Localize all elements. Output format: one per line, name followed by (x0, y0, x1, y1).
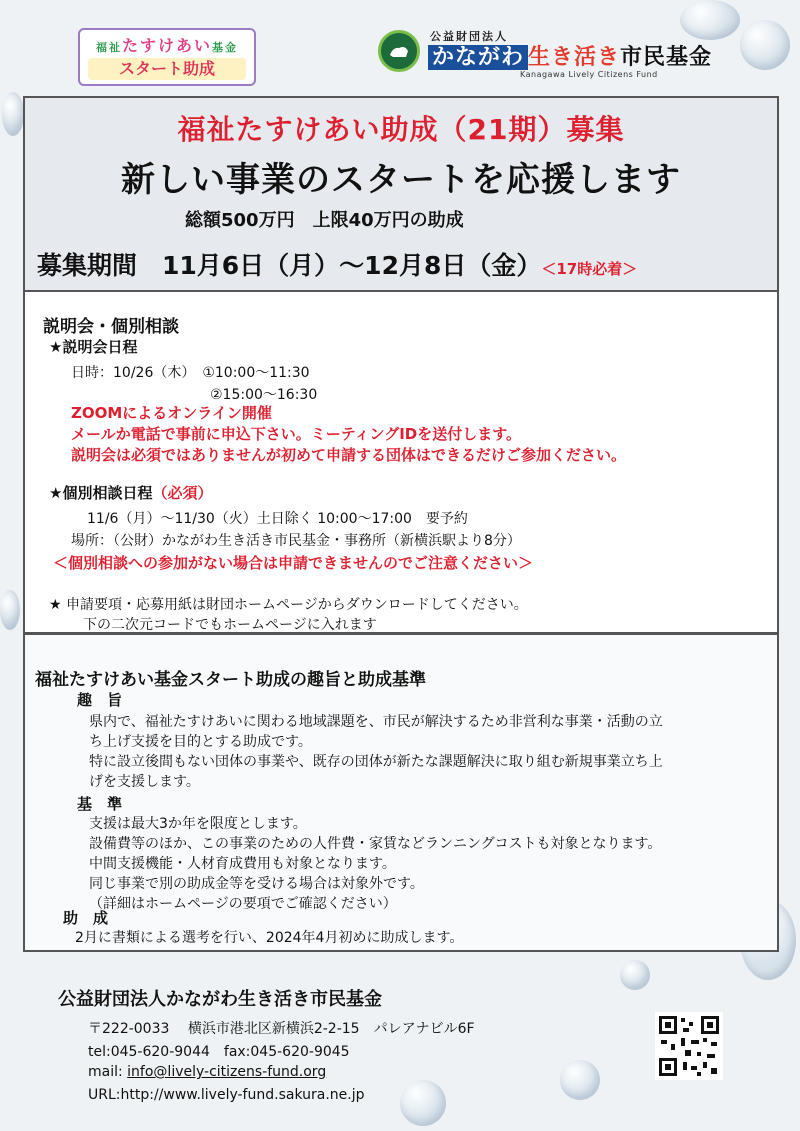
org-name-part: 生き活き (528, 45, 621, 70)
consultation-heading-text: ★個別相談日程 (49, 484, 153, 502)
footer-address: 〒222-0033 横浜市港北区新横浜2-2-15 パレアナビル6F (88, 1021, 475, 1037)
badge-bottom-text: スタート助成 (88, 58, 246, 80)
org-kicker: 公益財団法人 (430, 30, 508, 43)
briefing-section (23, 292, 779, 634)
application-period (37, 246, 637, 282)
period-deadline-note: ＜17時必着＞ (541, 260, 638, 278)
decorative-drop (400, 1080, 446, 1126)
org-english-name: Kanagawa Lively Citizens Fund (520, 70, 658, 79)
program-badge (78, 28, 256, 86)
footer-mail (88, 1064, 326, 1080)
purpose-text: げを支援します。 (89, 774, 200, 790)
title-block (23, 96, 779, 292)
grant-text: 2月に書類による選考を行い、2024年4月初めに助成します。 (75, 930, 464, 946)
decorative-drop (620, 960, 650, 990)
download-instruction: ★ 申請要項・応募用紙は財団ホームページからダウンロードしてください。 (49, 597, 528, 613)
badge-suffix: 基金 (212, 41, 238, 54)
consultation-place: 場所：（公財）かながわ生き活き市民基金・事務所（新横浜駅より8分） (71, 533, 521, 549)
criteria-text: 中間支援機能・人材育成費用も対象となります。 (89, 856, 396, 872)
badge-prefix: 福祉 (95, 41, 122, 54)
org-name-part: 市民基金 (620, 45, 713, 70)
criteria-text: （詳細はホームページの要項でご確認ください） (89, 896, 397, 912)
section-heading: 福祉たすけあい基金スタート助成の趣旨と助成基準 (35, 670, 426, 690)
consultation-warning: ＜個別相談への参加がない場合は申請できませんのでご注意ください＞ (53, 554, 534, 572)
qr-code-icon[interactable] (655, 1012, 723, 1080)
mail-link[interactable]: info@lively-citizens-fund.org (127, 1064, 327, 1080)
briefing-optional-notice: 説明会は必須ではありませんが初めて申請する団体はできるだけご参加ください。 (71, 446, 627, 464)
decorative-drop (0, 590, 20, 630)
apply-instruction: メールか電話で事前に申込下さい。ミーティングIDを送付します。 (71, 425, 522, 443)
footer-org-name: 公益財団法人かながわ生き活き市民基金 (58, 989, 382, 1010)
criteria-text: 同じ事業で別の助成金等を受ける場合は対象外です。 (89, 876, 424, 892)
decorative-drop (740, 20, 790, 70)
briefing-date: 日時：10/26（木） ①10:00～11:30 (71, 365, 310, 381)
qr-instruction: 下の二次元コードでもホームページに入れます (83, 617, 377, 633)
section-heading: 説明会・個別相談 (43, 317, 179, 337)
footer-url[interactable]: URL:http://www.lively-fund.sakura.ne.jp (88, 1087, 365, 1103)
decorative-drop (680, 0, 740, 40)
consultation-heading (49, 482, 212, 503)
grant-heading: 助 成 (63, 909, 109, 927)
purpose-criteria-section (23, 634, 779, 952)
briefing-schedule-heading: ★説明会日程 (49, 338, 138, 356)
decorative-drop (2, 92, 24, 136)
criteria-heading: 基 準 (77, 795, 123, 813)
purpose-heading: 趣 旨 (77, 691, 123, 709)
briefing-time-2: ②15:00～16:30 (210, 387, 318, 403)
criteria-text: 設備費等のほか、この事業のための人件費・家賃などランニングコストも対象となります。 (89, 836, 662, 852)
footer-tel-fax: tel:045-620-9044 fax:045-620-9045 (88, 1044, 350, 1060)
grant-amount: 総額500万円 上限40万円の助成 (185, 210, 464, 231)
mail-label: mail: (88, 1064, 128, 1080)
required-label: （必須） (152, 484, 213, 502)
online-notice: ZOOMによるオンライン開催 (71, 404, 272, 422)
badge-main: たすけあい (121, 36, 212, 55)
org-name-part: かながわ (428, 45, 528, 70)
badge-top-text (80, 33, 254, 56)
period-text: 募集期間 11月6日（月）～12月8日（金） (37, 251, 542, 280)
purpose-text: 県内で、福祉たすけあいに関わる地域課題を、市民が解決するため非営利な事業・活動の立 (89, 714, 663, 730)
criteria-text: 支援は最大3か年を限度とします。 (89, 816, 307, 832)
purpose-text: 特に設立後間もない団体の事業や、既存の団体が新たな課題解決に取り組む新規事業立ち上 (89, 754, 663, 770)
consultation-period: 11/6（月）～11/30（火）土日除く 10:00～17:00 要予約 (87, 511, 468, 527)
main-headline: 新しい事業のスタートを応援します (121, 160, 681, 200)
org-name (428, 40, 712, 71)
purpose-text: ち上げ支援を目的とする助成です。 (89, 734, 312, 750)
foundation-logo-icon (378, 30, 420, 72)
recruitment-title: 福祉たすけあい助成（21期）募集 (177, 113, 625, 146)
decorative-drop (560, 1060, 600, 1100)
